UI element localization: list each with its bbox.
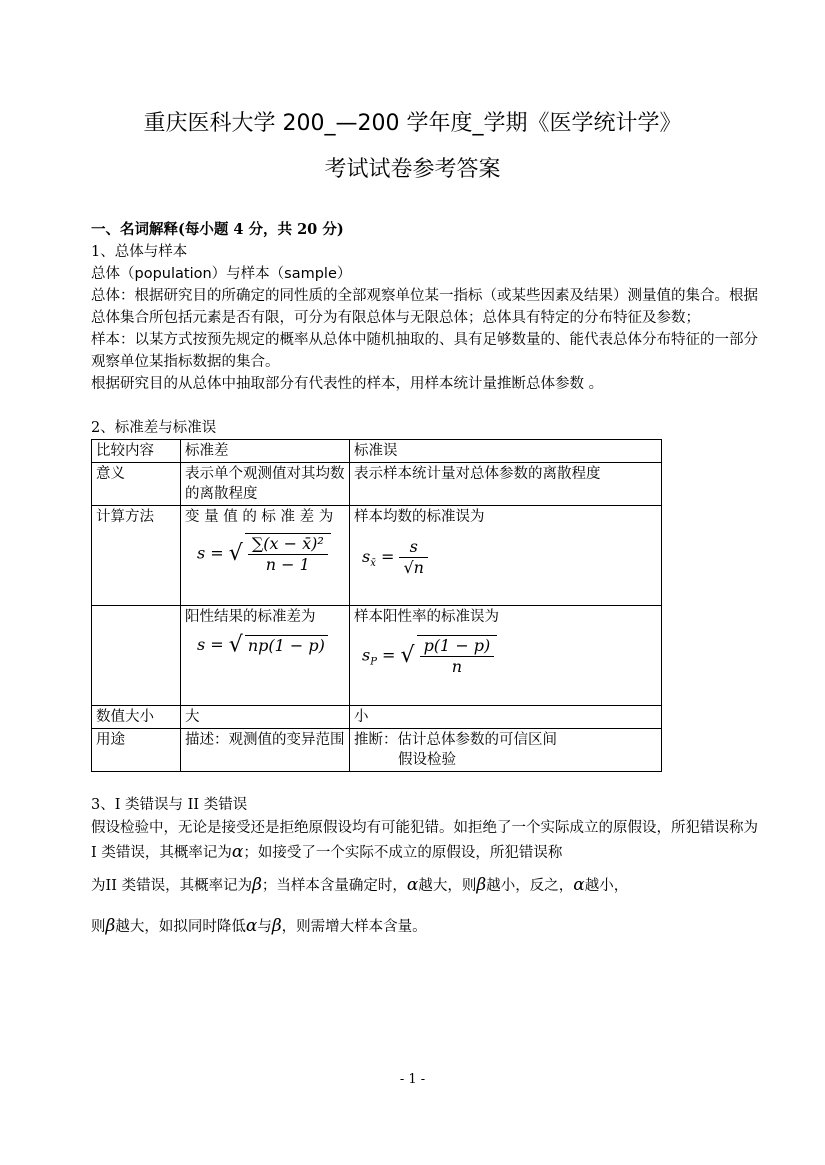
table-cell: 标准误 — [350, 440, 662, 463]
item-heading: 3、I 类错误与 II 类错误 — [91, 797, 248, 813]
table-cell: 计算方法 — [92, 506, 181, 606]
table-cell — [350, 729, 662, 772]
table-cell: 用途 — [92, 729, 181, 772]
item-heading: 1、总体与样本 — [91, 244, 188, 260]
table-row — [92, 706, 662, 729]
cell-text: 推断：估计总体参数的可信区间 — [354, 732, 557, 748]
page-number: - 1 - — [399, 1072, 426, 1087]
section-heading: 一、名词解释(每小题 4 分，共 20 分) — [91, 221, 344, 238]
table-cell — [92, 606, 181, 706]
table-cell: 意义 — [92, 463, 181, 506]
paragraph: 则β越大，如拟同时降低α与β，则需增大样本含量。 — [91, 916, 427, 936]
table-cell: 大 — [181, 706, 350, 729]
table-cell: 表示单个观测值对其均数的离散程度 — [181, 463, 350, 506]
table-cell: 小 — [350, 706, 662, 729]
table-row — [92, 463, 662, 506]
cell-text: 变 量 值 的 标 准 差 为 — [185, 509, 334, 525]
table-row — [92, 729, 662, 772]
item-subheading: 总体（population）与样本（sample） — [91, 266, 352, 282]
table-cell — [181, 506, 350, 606]
table-cell: 表示样本统计量对总体参数的离散程度 — [350, 463, 662, 506]
positive-sd-formula: s = √ np(1 − p) — [197, 635, 345, 656]
item-heading: 2、标准差与标准误 — [91, 420, 217, 436]
paragraph: 总体：根据研究目的所确定的同性质的全部观察单位某一指标（或某些因素及结果）测量值的集合。根据总体集合所包括元素是否有限，可分为有限总体与无限总体；总体具有特定的分布特征及参数； — [91, 288, 758, 326]
table-row — [92, 506, 662, 606]
se-formula: $s_{x̄}$ = $\frac{s}{√n}$ — [362, 537, 657, 578]
paragraph: 根据研究目的从总体中抽取部分有代表性的样本，用样本统计量推断总体参数 。 — [91, 376, 604, 392]
sd-formula: s = √ $\frac{\text{∑(x − x̄)²}}{n - 1}$ — [197, 533, 345, 575]
cell-text: 假设检验 — [398, 752, 456, 768]
table-cell — [350, 606, 662, 706]
table-row — [92, 440, 662, 463]
paragraph: 样本：以某方式按预先规定的概率从总体中随机抽取的、具有足够数量的、能代表总体分布特征的一部分观察单位某指标数据的集合。 — [91, 332, 758, 370]
paragraph: 为II 类错误，其概率记为β；当样本含量确定时，α越大，则β越小，反之，α越小， — [91, 875, 629, 895]
table-row — [92, 606, 662, 706]
cell-text: 阳性结果的标准差为 — [185, 609, 316, 625]
positive-se-formula: $s_P$ = √ $\frac{p(1 - p)}{n}$ — [362, 635, 657, 677]
document-body — [91, 219, 759, 939]
table-cell: 描述：观测值的变异范围 — [181, 729, 350, 772]
table-cell — [350, 506, 662, 606]
table-cell: 标准差 — [181, 440, 350, 463]
cell-text: 样本均数的标准误为 — [354, 509, 485, 525]
table-cell: 比较内容 — [92, 440, 181, 463]
document-subtitle: 考试试卷参考答案 — [324, 157, 501, 182]
comparison-table — [91, 439, 662, 772]
paragraph: 假设检验中，无论是接受还是拒绝原假设均有可能犯错。如拒绝了一个实际成立的原假设，所犯错误称为 I 类错误，其概率记为α；如接受了一个实际不成立的原假设，所犯错误称 — [91, 820, 758, 862]
cell-text: 样本阳性率的标准误为 — [354, 609, 499, 625]
document-title: 重庆医科大学 200_—200 学年度_学期《医学统计学》 — [143, 111, 682, 136]
table-cell: 数值大小 — [92, 706, 181, 729]
table-cell — [181, 606, 350, 706]
